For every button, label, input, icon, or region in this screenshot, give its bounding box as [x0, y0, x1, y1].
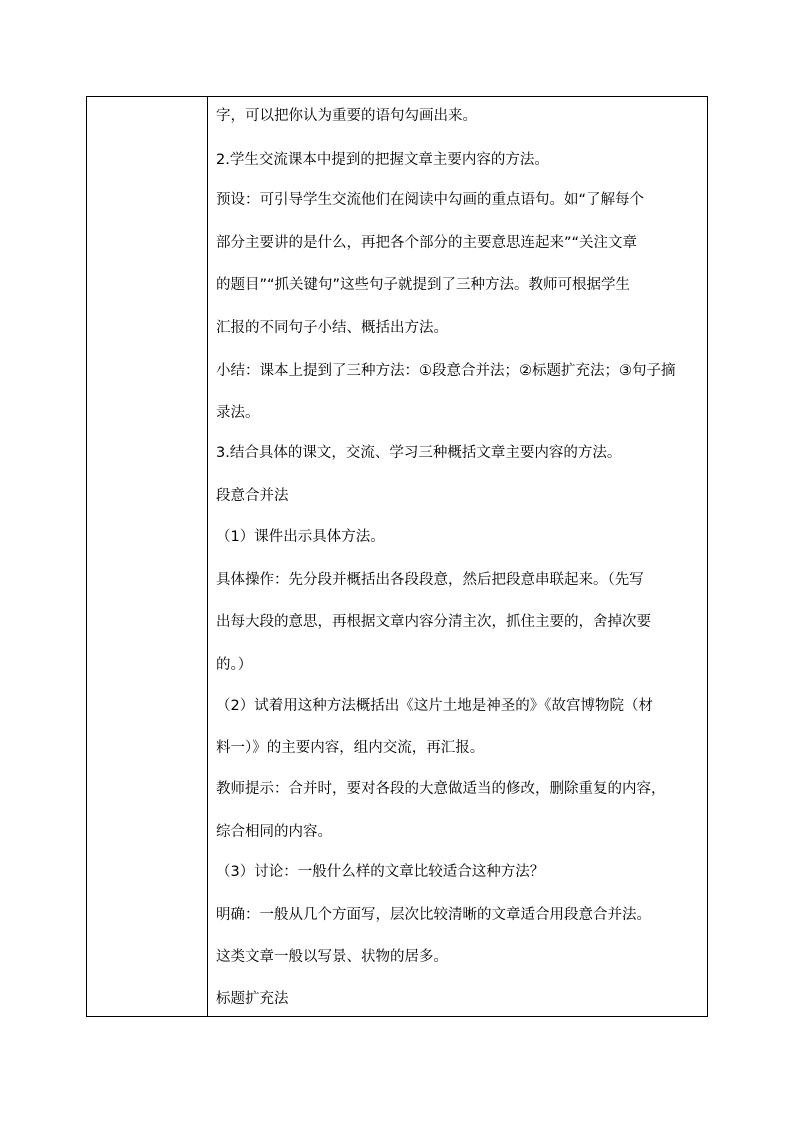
text-line: 录法。: [216, 405, 260, 421]
text-line: 3.结合具体的课文，交流、学习三种概括文章主要内容的方法。: [216, 445, 622, 461]
text-line: 料一）》的主要内容，组内交流，再汇报。: [216, 740, 485, 756]
text-line: 预设：可引导学生交流他们在阅读中勾画的重点语句。如“了解每个: [216, 192, 645, 208]
text-line: （3）讨论：一般什么样的文章比较适合这种方法？: [216, 864, 545, 880]
text-line: 汇报的不同句子小结、概括出方法。: [216, 320, 448, 336]
text-line: 的题目”“抓关键句”这些句子就提到了三种方法。教师可根据学生: [216, 277, 631, 293]
text-line: 综合相同的内容。: [216, 824, 332, 840]
text-line: 出每大段的意思，再根据文章内容分清主次，抓住主要的，舍掉次要: [216, 614, 651, 630]
text-line: 标题扩充法: [216, 991, 289, 1007]
text-line: 教师提示：合并时，要对各段的大意做适当的修改，删除重复的内容，: [216, 781, 666, 797]
text-line: 具体操作：先分段并概括出各段段意，然后把段意串联起来。（先写: [216, 572, 644, 588]
text-line: 2.学生交流课本中提到的把握文章主要内容的方法。: [216, 152, 549, 168]
text-line: （1）课件出示具体方法。: [216, 529, 385, 545]
text-line: 这类文章一般以写景、状物的居多。: [216, 949, 448, 965]
text-line: 段意合并法: [216, 488, 289, 504]
text-line: 的。）: [216, 657, 253, 673]
text-line: 字，可以把你认为重要的语句勾画出来。: [216, 108, 477, 124]
lesson-plan-table: [86, 96, 708, 1017]
text-line: 部分主要讲的是什么，再把各个部分的主要意思连起来”“关注文章: [216, 235, 638, 251]
table-left-cell: [87, 97, 208, 1016]
text-line: 明确：一般从几个方面写，层次比较清晰的文章适合用段意合并法。: [216, 907, 651, 923]
text-line: 小结：课本上提到了三种方法：①段意合并法；②标题扩充法；③句子摘: [216, 363, 676, 379]
table-content-cell: [208, 97, 707, 1016]
text-line: （2）试着用这种方法概括出《这片土地是神圣的》《故宫博物院（材: [216, 698, 653, 714]
